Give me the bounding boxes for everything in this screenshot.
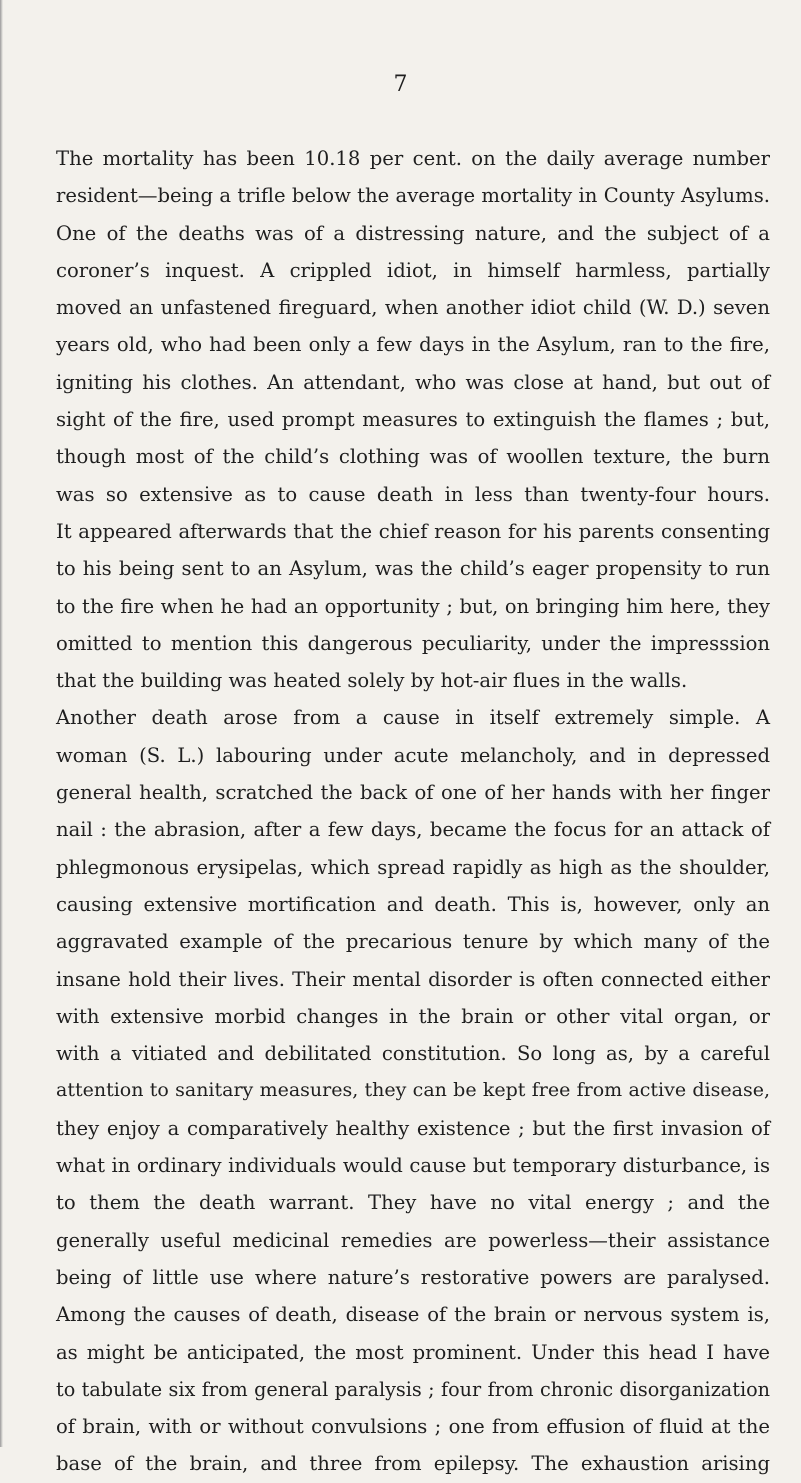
text-line: to his being sent to an Asylum, was the child’s eager propensity to run xyxy=(56,557,770,581)
text-line: attention to sanitary measures, they can be kept free from active disease, xyxy=(56,1079,770,1102)
text-line: moved an unfastened fireguard, when another idiot child (W. D.) seven xyxy=(56,296,770,320)
document-body xyxy=(28,140,770,1483)
text-line: though most of the child’s clothing was of woollen texture, the burn xyxy=(56,445,770,469)
text-line: coroner’s inquest. A crippled idiot, in himself harmless, partially xyxy=(56,258,770,282)
text-line: woman (S. L.) labouring under acute melancholy, and in depressed xyxy=(56,743,770,767)
text-line: was so extensive as to cause death in less than twenty-four hours. xyxy=(56,482,770,506)
text-line: with a vitiated and debilitated constitution. So long as, by a careful xyxy=(56,1042,770,1066)
text-line: omitted to mention this dangerous peculiarity, under the impresssion xyxy=(56,631,770,655)
text-line: of brain, with or without convulsions ; one from effusion of fluid at the xyxy=(56,1415,770,1439)
page-number: 7 xyxy=(393,72,408,97)
text-line: sight of the fire, used prompt measures to extinguish the flames ; but, xyxy=(56,408,770,432)
text-line: Another death arose from a cause in itself extremely simple. A xyxy=(56,706,770,730)
text-line: to tabulate six from general paralysis ; four from chronic disorganization xyxy=(56,1377,770,1401)
text-line: that the building was heated solely by hot-air flues in the walls. xyxy=(56,669,688,693)
text-line: with extensive morbid changes in the brain or other vital organ, or xyxy=(56,1004,770,1028)
paragraph-2 xyxy=(28,699,770,1482)
text-line: insane hold their lives. Their mental disorder is often connected either xyxy=(56,967,770,991)
text-line: being of little use where nature’s restorative powers are paralysed. xyxy=(56,1265,770,1289)
text-line: to them the death warrant. They have no vital energy ; and the xyxy=(56,1191,770,1215)
text-line: Among the causes of death, disease of the brain or nervous system is, xyxy=(56,1303,770,1327)
text-line: nail : the abrasion, after a few days, became the focus for an attack of xyxy=(56,818,770,842)
page-edge-shadow xyxy=(0,0,3,1447)
text-line: igniting his clothes. An attendant, who was close at hand, but out of xyxy=(56,370,770,394)
text-line: general health, scratched the back of one of her hands with her finger xyxy=(56,781,770,805)
text-line: as might be anticipated, the most prominent. Under this head I have xyxy=(56,1340,770,1364)
paragraph-1 xyxy=(28,140,770,699)
text-line: what in ordinary individuals would cause but temporary disturbance, is xyxy=(56,1154,770,1178)
text-line: It appeared afterwards that the chief reason for his parents consenting xyxy=(56,519,770,543)
text-line: causing extensive mortification and death. This is, however, only an xyxy=(56,892,770,916)
text-line: phlegmonous erysipelas, which spread rapidly as high as the shoulder, xyxy=(56,855,770,879)
text-line: generally useful medicinal remedies are powerless—their assistance xyxy=(56,1228,770,1252)
text-line: aggravated example of the precarious tenure by which many of the xyxy=(56,930,770,954)
text-line: they enjoy a comparatively healthy existence ; but the first invasion of xyxy=(56,1116,770,1140)
text-line: to the fire when he had an opportunity ; but, on bringing him here, they xyxy=(56,594,770,618)
text-line: The mortality has been 10.18 per cent. on the daily average number xyxy=(56,147,770,170)
text-line: resident—being a trifle below the average mortality in County Asylums. xyxy=(56,184,770,208)
text-line: One of the deaths was of a distressing nature, and the subject of a xyxy=(56,221,770,245)
text-line: base of the brain, and three from epilepsy. The exhaustion arising xyxy=(56,1452,770,1476)
text-line: years old, who had been only a few days in the Asylum, ran to the fire, xyxy=(56,333,770,357)
